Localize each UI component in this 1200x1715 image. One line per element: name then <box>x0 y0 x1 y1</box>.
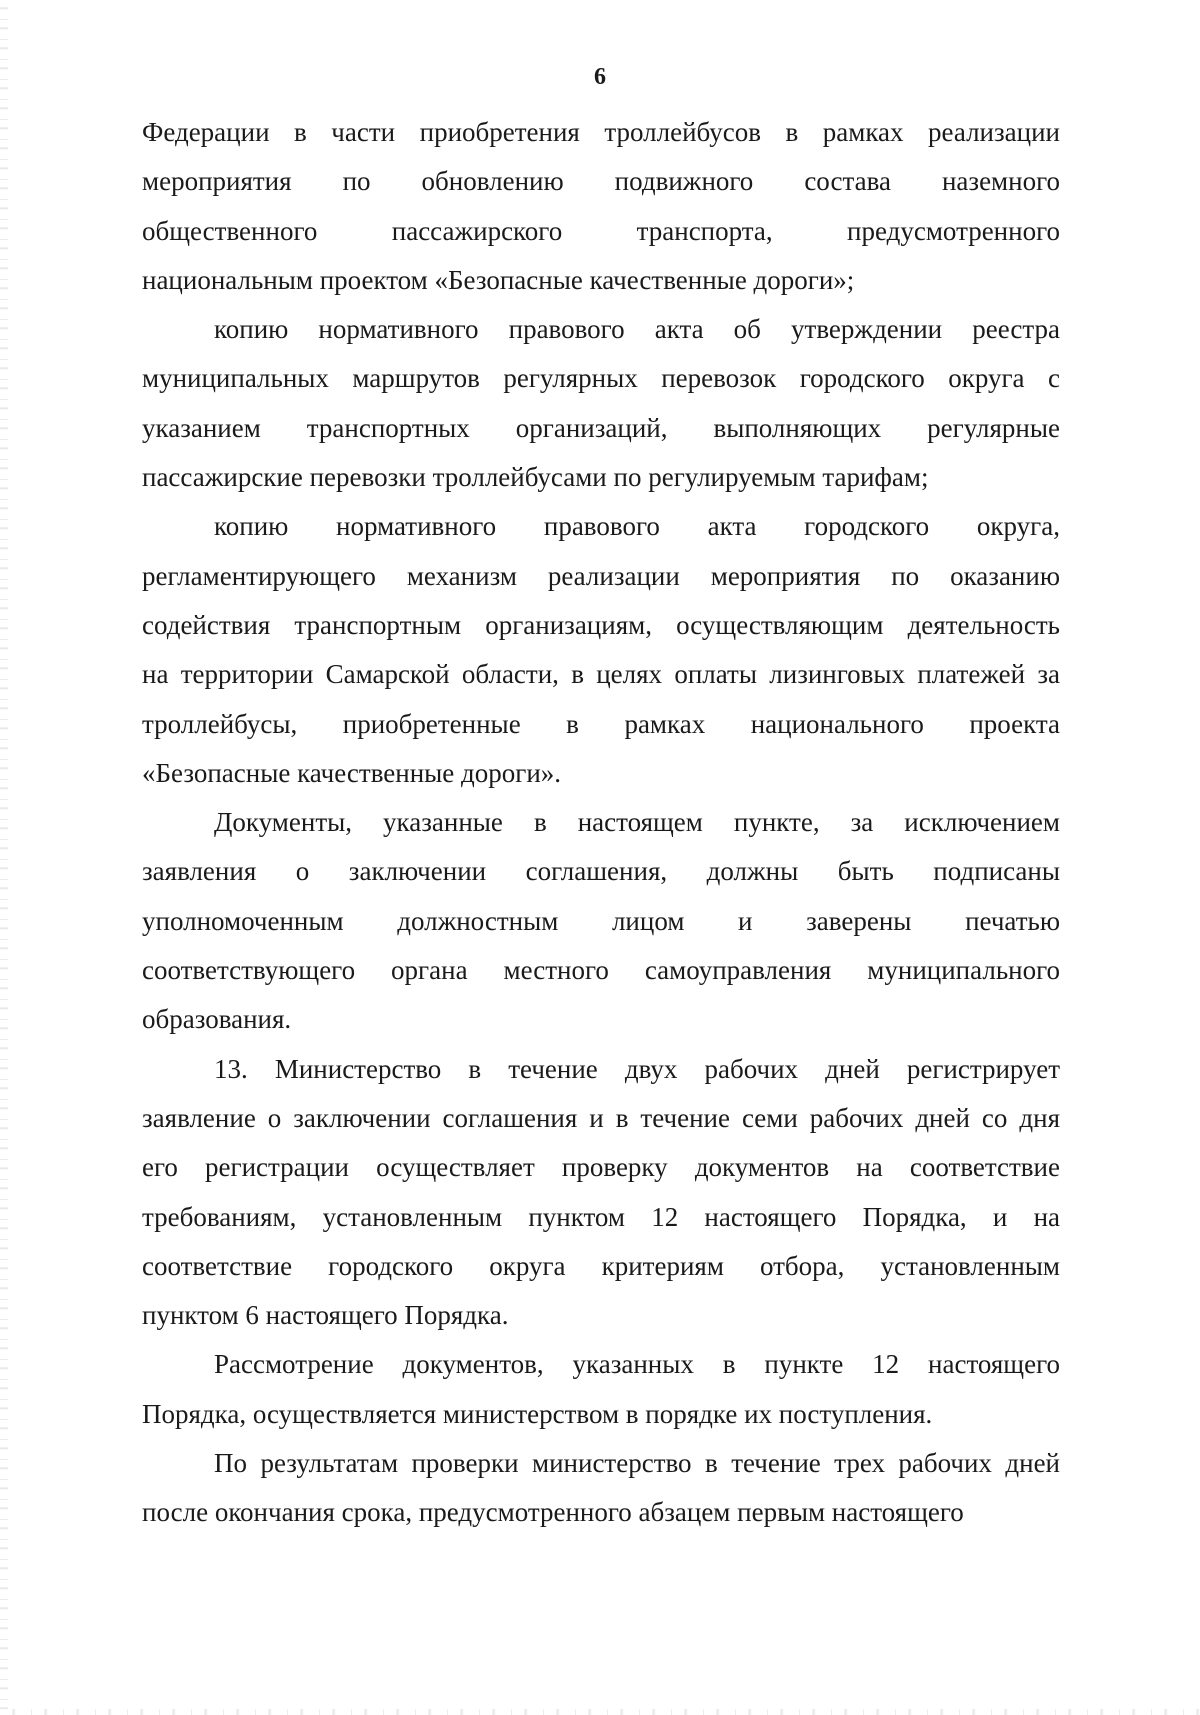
text-line: копию нормативного правового акта городского округа, <box>214 511 1060 542</box>
paragraph <box>142 502 1060 798</box>
text-line: По результатам проверки министерство в течение трех рабочих дней <box>214 1448 1060 1479</box>
text-line: мероприятия по обновлению подвижного состава наземного <box>142 166 1060 197</box>
text-line: заявление о заключении соглашения и в течение семи рабочих дней со дня <box>142 1102 1060 1133</box>
page-number: 6 <box>594 64 606 90</box>
paragraph <box>142 1340 1060 1439</box>
document-body <box>142 108 1060 1538</box>
text-line: 13. Министерство в течение двух рабочих дней регистрирует <box>214 1053 1060 1084</box>
text-line: регламентирующего механизм реализации мероприятия по оказанию <box>142 560 1060 591</box>
text-line: требованиям, установленным пунктом 12 настоящего Порядка, и на <box>142 1201 1060 1232</box>
paragraph <box>142 108 1060 305</box>
paragraph <box>142 305 1060 502</box>
text-line: заявления о заключении соглашения, должны быть подписаны <box>142 856 1060 887</box>
scan-edge-artifact <box>0 0 8 1715</box>
paragraph <box>142 798 1060 1044</box>
text-line: общественного пассажирского транспорта, предусмотренного <box>142 215 1060 246</box>
text-line: троллейбусы, приобретенные в рамках национального проекта <box>142 708 1060 739</box>
text-line: Документы, указанные в настоящем пункте, за исключением <box>214 807 1060 838</box>
text-line: содействия транспортным организациям, осуществляющим деятельность <box>142 609 1060 640</box>
scan-bottom-artifact <box>0 1709 1200 1715</box>
text-line: пассажирские перевозки троллейбусами по регулируемым тарифам; <box>142 462 929 493</box>
text-line: соответствие городского округа критериям отбора, установленным <box>142 1250 1060 1281</box>
text-line: уполномоченным должностным лицом и заверены печатью <box>142 905 1060 936</box>
text-line: национальным проектом «Безопасные качественные дороги»; <box>142 264 855 295</box>
text-line: пунктом 6 настоящего Порядка. <box>142 1300 509 1331</box>
text-line: копию нормативного правового акта об утверждении реестра <box>214 314 1060 345</box>
text-line: на территории Самарской области, в целях оплаты лизинговых платежей за <box>142 659 1060 690</box>
text-line: Рассмотрение документов, указанных в пункте 12 настоящего <box>214 1349 1060 1380</box>
text-line: после окончания срока, предусмотренного абзацем первым настоящего <box>142 1497 964 1528</box>
paragraph <box>142 1045 1060 1341</box>
text-line: «Безопасные качественные дороги». <box>142 757 562 788</box>
paragraph <box>142 1439 1060 1538</box>
text-line: его регистрации осуществляет проверку документов на соответствие <box>142 1152 1060 1183</box>
text-line: указанием транспортных организаций, выполняющих регулярные <box>142 412 1060 443</box>
text-line: муниципальных маршрутов регулярных перевозок городского округа с <box>142 363 1060 394</box>
text-line: соответствующего органа местного самоуправления муниципального <box>142 955 1060 986</box>
text-line: Порядка, осуществляется министерством в порядке их поступления. <box>142 1398 933 1429</box>
text-line: Федерации в части приобретения троллейбусов в рамках реализации <box>142 117 1060 147</box>
text-line: образования. <box>142 1004 292 1035</box>
